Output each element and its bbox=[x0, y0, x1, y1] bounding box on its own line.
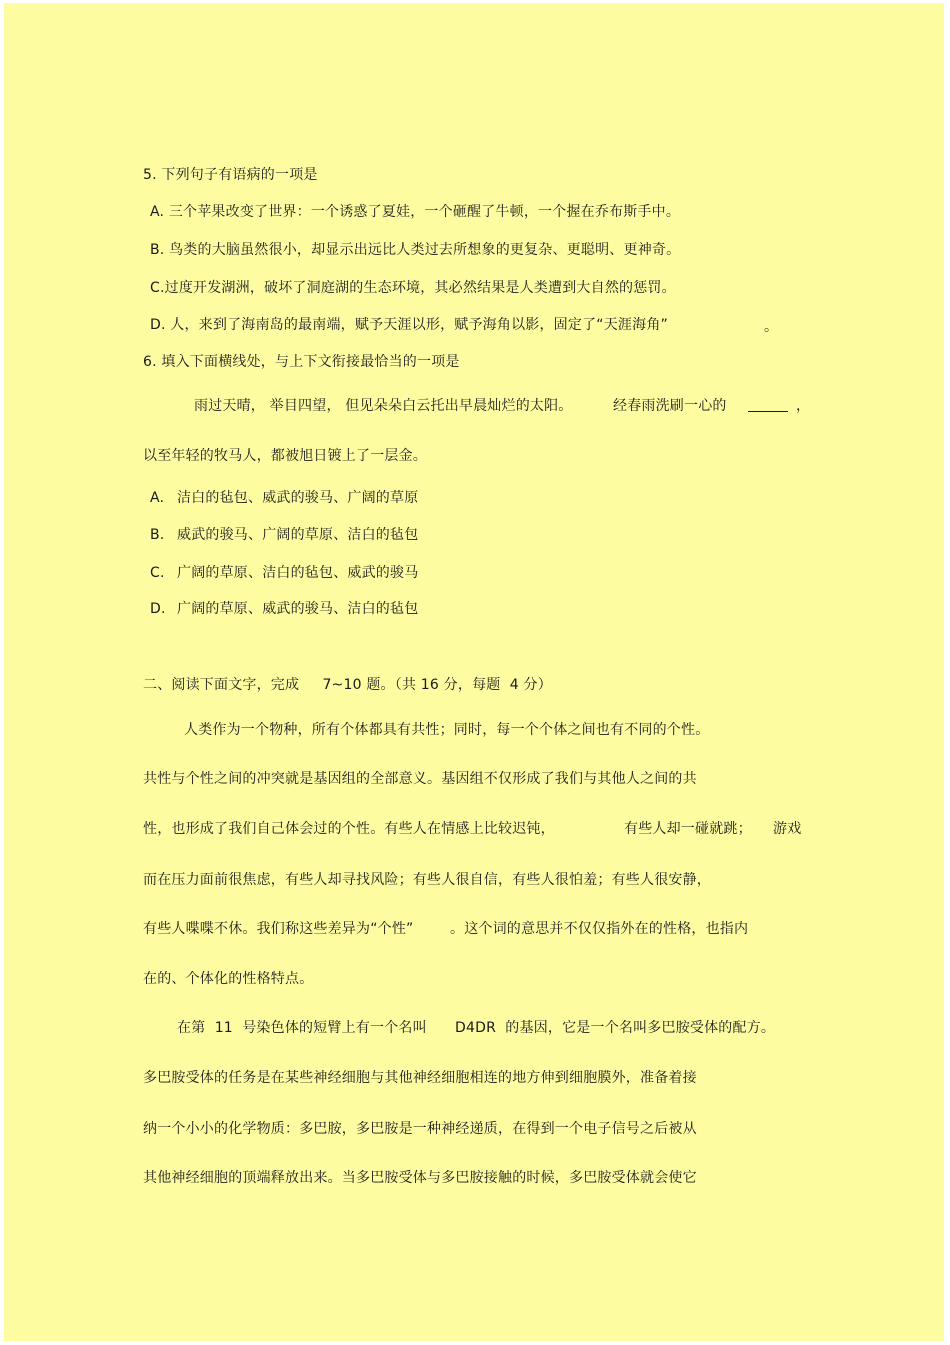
para1-line-3b: 有些人却一碰就跳； bbox=[624, 821, 752, 837]
para2-line-3: 纳一个小小的化学物质：多巴胺，多巴胺是一种神经递质，在得到一个电子信号之后被从 bbox=[143, 1121, 697, 1137]
para1-line-5b: 。这个词的意思并不仅仅指外在的性格，也指内 bbox=[450, 921, 749, 937]
para1-line-6: 在的、个体化的性格特点。 bbox=[143, 971, 314, 987]
q6-option-c-text: 广阔的草原、洁白的毡包、威武的骏马 bbox=[177, 565, 419, 581]
para1-line-2: 共性与个性之间的冲突就是基因组的全部意义。基因组不仅形成了我们与其他人之间的共 bbox=[143, 771, 697, 787]
para1-line-4: 而在压力面前很焦虑，有些人却寻找风险；有些人很自信，有些人很怕羞；有些人很安静， bbox=[143, 872, 711, 888]
para1-line-5a: 有些人喋喋不休。我们称这些差异为“个性” bbox=[143, 921, 414, 937]
q6-option-a-letter: A. bbox=[150, 490, 165, 506]
q5-option-b: B. 鸟类的大脑虽然很小，却显示出远比人类过去所想象的更复杂、更聪明、更神奇。 bbox=[150, 242, 681, 258]
q6-passage-b: 经春雨洗刷一心的 bbox=[613, 398, 727, 414]
q6-passage-c: 以至年轻的牧马人，都被旭日镀上了一层金。 bbox=[143, 448, 427, 464]
q6-passage-comma: ， bbox=[796, 398, 811, 414]
q6-option-d-letter: D. bbox=[150, 601, 166, 617]
q6-stem: 6. 填入下面横线处，与上下文衔接最恰当的一项是 bbox=[143, 354, 460, 370]
q5-option-d: D. 人，来到了海南岛的最南端，赋予天涯以形，赋予海角以影，固定了“天涯海角” bbox=[150, 317, 668, 333]
para2-line-4: 其他神经细胞的顶端释放出来。当多巴胺受体与多巴胺接触的时候，多巴胺受体就会使它 bbox=[143, 1170, 697, 1186]
q6-option-d-text: 广阔的草原、威武的骏马、洁白的毡包 bbox=[177, 601, 419, 617]
q6-option-b-text: 威武的骏马、广阔的草原、洁白的毡包 bbox=[177, 527, 419, 543]
document-page bbox=[4, 3, 944, 1341]
para1-line-3c: 游戏 bbox=[773, 821, 802, 837]
para2-line-1b: D4DR 的基因，它是一个名叫多巴胺受体的配方。 bbox=[455, 1020, 776, 1036]
q5-option-d-end: 。 bbox=[764, 319, 779, 335]
para2-line-2: 多巴胺受体的任务是在某些神经细胞与其他神经细胞相连的地方伸到细胞膜外，准备着接 bbox=[143, 1070, 697, 1086]
q5-stem: 5. 下列句子有语病的一项是 bbox=[143, 167, 318, 183]
para1-line-3a: 性，也形成了我们自己体会过的个性。有些人在情感上比较迟钝， bbox=[143, 821, 555, 837]
q6-option-b-letter: B. bbox=[150, 527, 165, 543]
q6-option-c-letter: C. bbox=[150, 565, 165, 581]
section2-heading: 二、阅读下面文字，完成 7~10 题。（共 16 分，每题 4 分） bbox=[143, 677, 552, 693]
q5-option-c: C.过度开发湖洲，破坏了洞庭湖的生态环境，其必然结果是人类遭到大自然的惩罚。 bbox=[150, 280, 676, 296]
q6-blank bbox=[744, 397, 792, 417]
q6-passage-a: 雨过天晴， 举目四望， 但见朵朵白云托出早晨灿烂的太阳。 bbox=[194, 398, 573, 414]
q6-option-a-text: 洁白的毡包、威武的骏马、广阔的草原 bbox=[177, 490, 419, 506]
para1-line-1: 人类作为一个物种，所有个体都具有共性；同时，每一个个体之间也有不同的个性。 bbox=[184, 722, 710, 738]
para2-line-1a: 在第 11 号染色体的短臂上有一个名叫 bbox=[177, 1020, 427, 1036]
q5-option-a: A. 三个苹果改变了世界：一个诱惑了夏娃，一个砸醒了牛顿，一个握在乔布斯手中。 bbox=[150, 204, 681, 220]
